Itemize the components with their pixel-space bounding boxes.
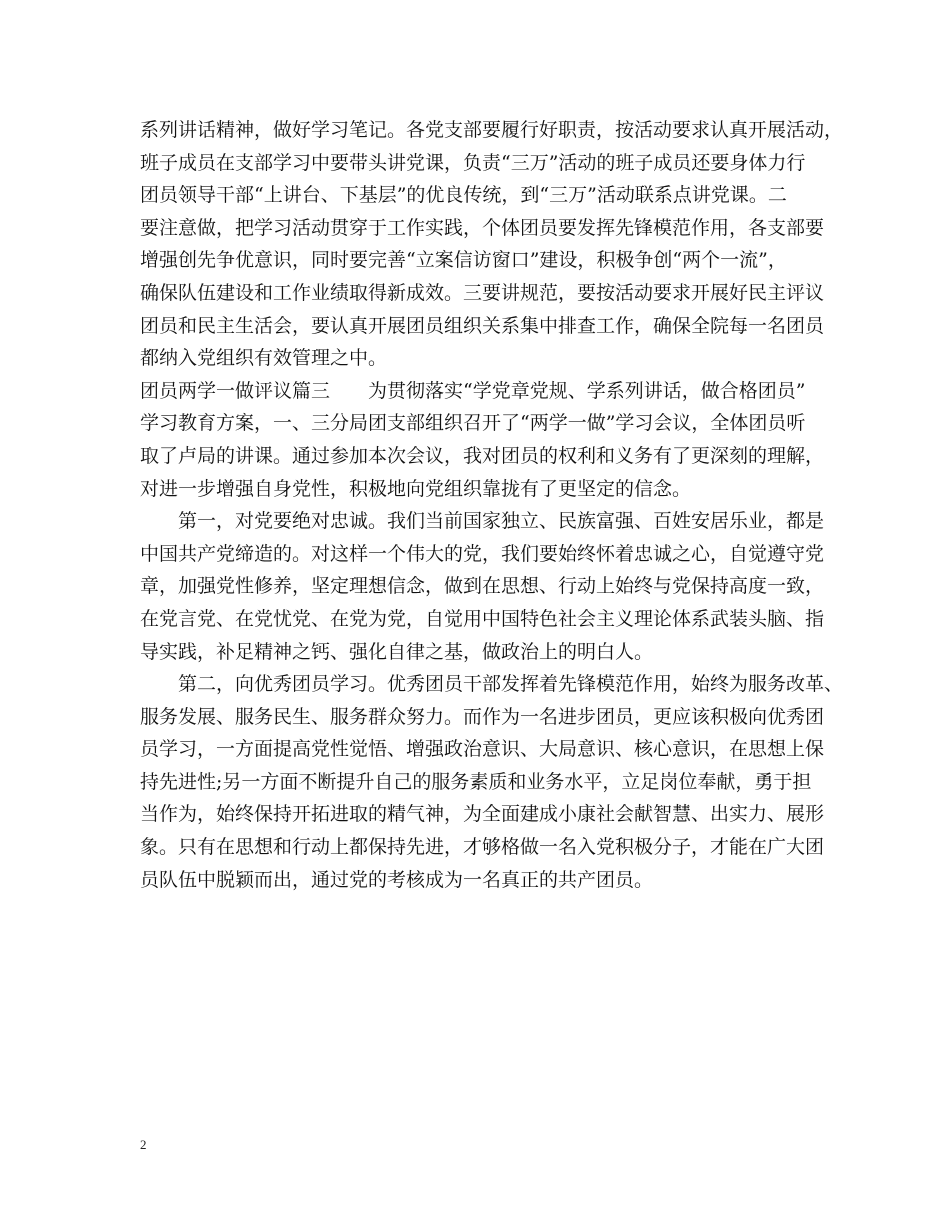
text-line: 服务发展、服务民生、服务群众努力。而作为一名进步团员，更应该积极向优秀团 [140, 705, 825, 728]
text-line: 团员领导干部“上讲台、下基层”的优良传统，到“三万”活动联系点讲党课。二 [140, 184, 787, 207]
text-line: 要注意做，把学习活动贯穿于工作实践，个体团员要发挥先锋模范作用，各支部要 [140, 216, 825, 239]
text-line: 员队伍中脱颖而出，通过党的考核成为一名真正的共产团员。 [140, 868, 654, 891]
text-line: 员学习，一方面提高党性觉悟、增强政治意识、大局意识、核心意识，在思想上保 [140, 738, 825, 761]
text-line: 都纳入党组织有效管理之中。 [140, 347, 388, 370]
text-line: 班子成员在支部学习中要带头讲党课，负责“三万”活动的班子成员还要身体力行 [140, 151, 806, 174]
section-heading-line: 团员两学一做评议篇三 为贯彻落实“学党章党规、学系列讲话，做合格团员” [140, 379, 806, 402]
paragraph-first-line: 第二，向优秀团员学习。优秀团员干部发挥着先锋模范作用，始终为服务改革、 [140, 673, 844, 696]
page-number: 2 [140, 1137, 147, 1152]
paragraph-first-line: 第一，对党要绝对忠诚。我们当前国家独立、民族富强、百姓安居乐业，都是 [140, 510, 825, 533]
text-line: 当作为，始终保持开拓进取的精气神，为全面建成小康社会献智慧、出实力、展形 [140, 803, 825, 826]
text-line: 确保队伍建设和工作业绩取得新成效。三要讲规范，要按活动要求开展好民主评议 [140, 281, 825, 304]
text-line: 团员和民主生活会，要认真开展团员组织关系集中排查工作，确保全院每一名团员 [140, 314, 825, 337]
text-line: 增强创先争优意识，同时要完善“立案信访窗口”建设，积极争创“两个一流”， [140, 249, 787, 272]
text-line: 中国共产党缔造的。对这样一个伟大的党，我们要始终怀着忠诚之心，自觉遵守党 [140, 542, 825, 565]
text-line: 系列讲话精神，做好学习笔记。各党支部要履行好职责，按活动要求认真开展活动， [140, 119, 844, 141]
text-line: 导实践，补足精神之钙、强化自律之基，做政治上的明白人。 [140, 640, 654, 663]
text-line: 学习教育方案，一、三分局团支部组织召开了“两学一做”学习会议，全体团员听 [140, 412, 806, 435]
text-line: 对进一步增强自身党性，积极地向党组织靠拢有了更坚定的信念。 [140, 477, 692, 500]
text-line: 在党言党、在党忧党、在党为党，自觉用中国特色社会主义理论体系武装头脑、指 [140, 607, 825, 630]
body-text [140, 114, 844, 896]
text-line: 持先进性;另一方面不断提升自己的服务素质和业务水平，立足岗位奉献，勇于担 [140, 770, 812, 793]
text-line: 象。只有在思想和行动上都保持先进，才够格做一名入党积极分子，才能在广大团 [140, 836, 825, 859]
text-line: 章，加强党性修养，坚定理想信念，做到在思想、行动上始终与党保持高度一致， [140, 575, 825, 598]
text-line: 取了卢局的讲课。通过参加本次会议，我对团员的权利和义务有了更深刻的理解， [140, 444, 825, 467]
